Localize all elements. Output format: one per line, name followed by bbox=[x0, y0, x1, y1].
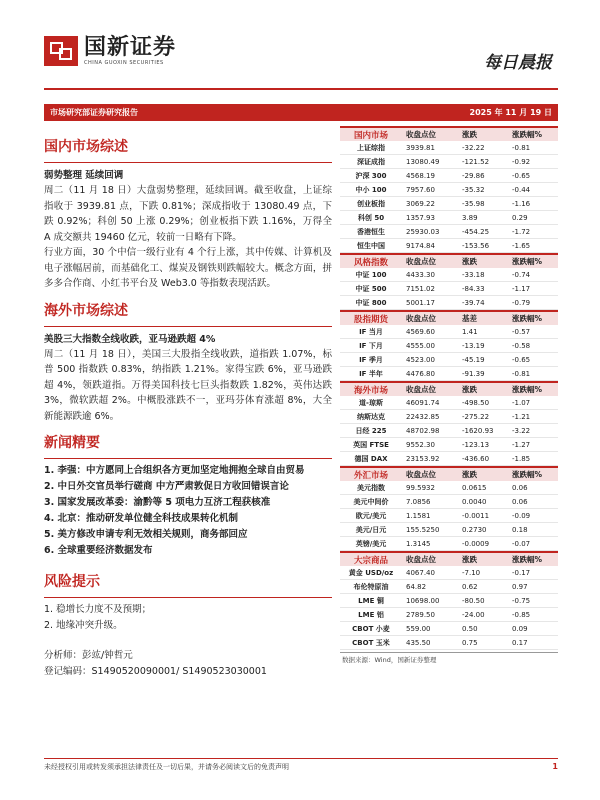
change-value: -33.18 bbox=[462, 270, 485, 279]
analyst-names: 分析师：彭竑/钟哲元 bbox=[44, 650, 133, 661]
analyst-info bbox=[44, 648, 332, 680]
change-value: -0.0009 bbox=[462, 539, 490, 548]
row-label: 美元指数 bbox=[357, 483, 385, 492]
overseas-paragraph: 周二（11 月 18 日），美国三大股指全线收跌，道指跌 1.07%，标普 500 指数跌 0.83%，纳指跌 1.21%。家得宝跌 6%，亚马逊跌超 4%，领跌道指。万得美国科技七巨头指数跌 1.82%，英伟达跌 3%，微软跌超 2%。中概股涨跌不一，亚玛芬体育涨超 8%，大全新能源跌逾 6%。 bbox=[44, 348, 332, 422]
risk-section-title: 风险提示 bbox=[44, 574, 100, 590]
close-value: 1357.93 bbox=[406, 213, 435, 222]
row-label: IF 当月 bbox=[359, 327, 383, 336]
close-value: 13080.49 bbox=[406, 157, 440, 166]
row-label: 香港恒生 bbox=[357, 227, 385, 236]
table-header bbox=[340, 381, 558, 396]
table-row bbox=[340, 296, 558, 310]
section-divider bbox=[44, 597, 332, 598]
section-divider bbox=[44, 326, 332, 327]
row-label: 欧元/美元 bbox=[355, 511, 387, 520]
row-label: LME 铜 bbox=[358, 596, 384, 605]
change-percent: -1.17 bbox=[512, 284, 531, 293]
row-label: 沪深 300 bbox=[355, 171, 387, 180]
table-category-title: 大宗商品 bbox=[353, 555, 388, 566]
close-value: 3069.22 bbox=[406, 199, 435, 208]
overseas-subtitle: 美股三大指数全线收跌，亚马逊跌超 4% bbox=[44, 333, 216, 345]
change-percent: 0.18 bbox=[512, 525, 528, 534]
news-item: 2. 中日外交官员举行磋商 中方严肃敦促日方收回错误言论 bbox=[44, 481, 289, 492]
row-label: 英镑/美元 bbox=[355, 539, 387, 548]
news-item: 4. 北京：推动研发单位健全科技成果转化机制 bbox=[44, 513, 239, 524]
change-percent: -0.09 bbox=[512, 511, 531, 520]
change-percent: -1.16 bbox=[512, 199, 531, 208]
column-header: 涨跌 bbox=[462, 257, 477, 266]
column-header: 涨跌幅% bbox=[512, 385, 543, 394]
page-header bbox=[0, 0, 600, 96]
change-percent: -0.57 bbox=[512, 327, 531, 336]
page-footer bbox=[44, 762, 558, 772]
column-header: 涨跌 bbox=[462, 555, 477, 564]
column-header: 涨跌 bbox=[462, 470, 477, 479]
change-percent: 0.97 bbox=[512, 582, 528, 591]
row-label: 科创 50 bbox=[357, 213, 385, 222]
row-label: 美元/日元 bbox=[355, 525, 387, 534]
close-value: 4569.60 bbox=[406, 327, 435, 336]
logo-chinese-name: 国新证券 bbox=[84, 35, 177, 60]
close-value: 4523.00 bbox=[406, 355, 435, 364]
market-data-tables bbox=[340, 126, 558, 664]
change-percent: -3.22 bbox=[512, 426, 531, 435]
change-value: -45.19 bbox=[462, 355, 485, 364]
market-table bbox=[340, 253, 558, 310]
table-row bbox=[340, 438, 558, 452]
table-row bbox=[340, 396, 558, 410]
risk-item: 2. 地缘冲突升级。 bbox=[44, 620, 123, 631]
row-label: 德国 DAX bbox=[354, 454, 388, 463]
row-label: CBOT 小麦 bbox=[352, 624, 390, 633]
analyst-registration: 登记编码：S1490520090001/ S1490523030001 bbox=[44, 666, 267, 677]
row-label: 英国 FTSE bbox=[353, 440, 389, 449]
row-label: IF 下月 bbox=[359, 341, 383, 350]
section-divider bbox=[44, 162, 332, 163]
change-value: -35.32 bbox=[462, 185, 485, 194]
close-value: 4433.30 bbox=[406, 270, 435, 279]
change-value: -153.56 bbox=[462, 241, 490, 250]
close-value: 22432.85 bbox=[406, 412, 440, 421]
column-header: 涨跌幅% bbox=[512, 314, 543, 323]
change-value: -7.10 bbox=[462, 568, 481, 577]
domestic-paragraph-1: 周二（11 月 18 日）大盘弱势整理，延续回调。截至收盘，上证综指收于 3939.81 点，下跌 0.81%；深成指收于 13080.49 点，下跌 0.92%；科创 50 上涨 0.29%；创业板指下跌 1.16%，万得全 A 成交额共 19460 亿元，较前一日略有下降。 bbox=[44, 185, 332, 243]
change-percent: 0.17 bbox=[512, 638, 528, 647]
close-value: 7957.60 bbox=[406, 185, 435, 194]
table-row bbox=[340, 608, 558, 622]
row-label: 深证成指 bbox=[357, 157, 385, 166]
domestic-subtitle: 弱势整理 延续回调 bbox=[44, 170, 124, 181]
logo-english-name: CHINA GUOXIN SECURITIES bbox=[84, 60, 164, 66]
change-value: 0.2730 bbox=[462, 525, 487, 534]
change-percent: 0.29 bbox=[512, 213, 528, 222]
risk-list bbox=[44, 602, 332, 634]
table-row bbox=[340, 481, 558, 495]
row-label: LME 铝 bbox=[358, 610, 384, 619]
column-header: 收盘点位 bbox=[406, 470, 436, 479]
table-row bbox=[340, 537, 558, 551]
market-table bbox=[340, 126, 558, 253]
column-header: 涨跌幅% bbox=[512, 130, 543, 139]
table-row bbox=[340, 239, 558, 253]
change-percent: -0.65 bbox=[512, 171, 531, 180]
change-value: -29.86 bbox=[462, 171, 485, 180]
row-label: 美元中间价 bbox=[353, 497, 389, 506]
document-title: 每日晨报 bbox=[484, 53, 552, 73]
table-row bbox=[340, 594, 558, 608]
table-category-title: 海外市场 bbox=[353, 385, 388, 396]
table-row bbox=[340, 282, 558, 296]
row-label: 上证综指 bbox=[357, 143, 385, 152]
report-department: 市场研究部证券研究报告 bbox=[50, 108, 138, 117]
row-label: 中小 100 bbox=[355, 185, 387, 194]
table-row bbox=[340, 141, 558, 155]
change-percent: -0.85 bbox=[512, 610, 531, 619]
section-divider bbox=[44, 458, 332, 459]
change-value: -84.33 bbox=[462, 284, 485, 293]
table-row bbox=[340, 225, 558, 239]
change-percent: -1.27 bbox=[512, 440, 531, 449]
table-row bbox=[340, 268, 558, 282]
close-value: 4067.40 bbox=[406, 568, 435, 577]
report-date: 2025 年 11 月 19 日 bbox=[469, 108, 552, 117]
news-item: 3. 国家发展改革委：渝黔等 5 项电力互济工程获核准 bbox=[44, 497, 271, 508]
close-value: 4568.19 bbox=[406, 171, 435, 180]
change-percent: -0.74 bbox=[512, 270, 531, 279]
change-percent: -0.17 bbox=[512, 568, 531, 577]
row-label: 道-琼斯 bbox=[359, 398, 383, 407]
close-value: 1.3145 bbox=[406, 539, 431, 548]
close-value: 7.0856 bbox=[406, 497, 431, 506]
close-value: 559.00 bbox=[406, 624, 431, 633]
change-percent: -0.92 bbox=[512, 157, 531, 166]
column-header: 收盘点位 bbox=[406, 555, 436, 564]
row-label: 中证 100 bbox=[355, 270, 387, 279]
row-label: 日经 225 bbox=[355, 426, 387, 435]
row-label: 布伦特原油 bbox=[353, 582, 389, 591]
close-value: 435.50 bbox=[406, 638, 431, 647]
table-row bbox=[340, 183, 558, 197]
table-row bbox=[340, 211, 558, 225]
change-value: -32.22 bbox=[462, 143, 485, 152]
row-label: 中证 800 bbox=[355, 298, 387, 307]
column-header: 收盘点位 bbox=[406, 257, 436, 266]
table-header bbox=[340, 310, 558, 325]
change-value: -121.52 bbox=[462, 157, 490, 166]
close-value: 48702.98 bbox=[406, 426, 440, 435]
close-value: 9174.84 bbox=[406, 241, 435, 250]
change-value: 0.62 bbox=[462, 582, 478, 591]
market-table bbox=[340, 381, 558, 466]
row-label: CBOT 玉米 bbox=[352, 638, 390, 647]
table-header bbox=[340, 466, 558, 481]
table-row bbox=[340, 169, 558, 183]
close-value: 23153.92 bbox=[406, 454, 440, 463]
change-percent: -0.79 bbox=[512, 298, 531, 307]
change-value: -0.0011 bbox=[462, 511, 490, 520]
row-label: IF 半年 bbox=[359, 369, 383, 378]
change-percent: -1.85 bbox=[512, 454, 531, 463]
table-category-title: 股指期货 bbox=[353, 314, 388, 325]
change-percent: -1.07 bbox=[512, 398, 531, 407]
table-row bbox=[340, 580, 558, 594]
market-table bbox=[340, 466, 558, 551]
table-category-title: 风格指数 bbox=[353, 257, 388, 268]
change-percent: -0.07 bbox=[512, 539, 531, 548]
table-header bbox=[340, 253, 558, 268]
overseas-section-title: 海外市场综述 bbox=[44, 302, 128, 319]
close-value: 155.5250 bbox=[406, 525, 440, 534]
change-percent: -1.65 bbox=[512, 241, 531, 250]
table-row bbox=[340, 636, 558, 650]
disclaimer-text: 未经授权引用或转发须承担法律责任及一切后果，并请务必阅读文后的免责声明 bbox=[44, 763, 289, 771]
table-row bbox=[340, 353, 558, 367]
change-value: -39.74 bbox=[462, 298, 485, 307]
change-percent: -0.58 bbox=[512, 341, 531, 350]
table-row bbox=[340, 452, 558, 466]
table-row bbox=[340, 495, 558, 509]
row-label: 纳斯达克 bbox=[357, 412, 385, 421]
close-value: 7151.02 bbox=[406, 284, 435, 293]
table-row bbox=[340, 367, 558, 381]
footer-divider bbox=[44, 758, 558, 759]
change-value: -80.50 bbox=[462, 596, 485, 605]
close-value: 2789.50 bbox=[406, 610, 435, 619]
change-value: -436.60 bbox=[462, 454, 490, 463]
risk-item: 1. 稳增长力度不及预期； bbox=[44, 604, 152, 615]
close-value: 64.82 bbox=[406, 582, 427, 591]
table-category-title: 外汇市场 bbox=[353, 470, 388, 481]
data-source-note: 数据来源：Wind，国新证券整理 bbox=[340, 652, 558, 664]
news-item: 1. 李强：中方愿同上合组织各方更加坚定地拥抱全球自由贸易 bbox=[44, 465, 305, 476]
column-header: 收盘点位 bbox=[406, 130, 436, 139]
column-header: 收盘点位 bbox=[406, 385, 436, 394]
change-percent: -0.81 bbox=[512, 369, 531, 378]
close-value: 3939.81 bbox=[406, 143, 435, 152]
left-column bbox=[44, 128, 332, 680]
close-value: 99.5932 bbox=[406, 483, 435, 492]
change-percent: -1.72 bbox=[512, 227, 531, 236]
table-row bbox=[340, 410, 558, 424]
market-table bbox=[340, 551, 558, 650]
close-value: 4555.00 bbox=[406, 341, 435, 350]
table-row bbox=[340, 155, 558, 169]
news-item: 5. 美方修改申请专利无效相关规则，商务部回应 bbox=[44, 529, 248, 540]
domestic-paragraph-2: 行业方面，30 个中信一级行业有 4 个行上涨，其中传媒、计算机及电子涨幅居前，而基础化工、煤炭及钢铁则跌幅较大。概念方面，拼多多合作商、小红书平台及 Web3.0 等指数表现活跃。 bbox=[44, 247, 332, 289]
change-value: -91.39 bbox=[462, 369, 485, 378]
change-percent: 0.06 bbox=[512, 483, 528, 492]
news-item: 6. 全球重要经济数据发布 bbox=[44, 545, 153, 556]
column-header: 涨跌 bbox=[462, 130, 477, 139]
change-value: -123.13 bbox=[462, 440, 490, 449]
change-percent: -0.44 bbox=[512, 185, 531, 194]
change-value: -275.22 bbox=[462, 412, 490, 421]
column-header: 收盘点位 bbox=[406, 314, 436, 323]
logo-icon bbox=[44, 36, 78, 66]
close-value: 46091.74 bbox=[406, 398, 440, 407]
market-table bbox=[340, 310, 558, 381]
change-value: -454.25 bbox=[462, 227, 490, 236]
change-value: -13.19 bbox=[462, 341, 485, 350]
change-value: -498.50 bbox=[462, 398, 490, 407]
report-band bbox=[44, 104, 558, 121]
change-percent: -0.75 bbox=[512, 596, 531, 605]
change-percent: -1.21 bbox=[512, 412, 531, 421]
change-percent: -0.81 bbox=[512, 143, 531, 152]
row-label: 中证 500 bbox=[355, 284, 387, 293]
column-header: 基差 bbox=[462, 314, 477, 323]
change-value: -1620.93 bbox=[462, 426, 494, 435]
row-label: 创业板指 bbox=[357, 199, 385, 208]
table-row bbox=[340, 622, 558, 636]
table-row bbox=[340, 424, 558, 438]
table-row bbox=[340, 509, 558, 523]
change-value: 1.41 bbox=[462, 327, 478, 336]
change-value: -24.00 bbox=[462, 610, 485, 619]
column-header: 涨跌幅% bbox=[512, 470, 543, 479]
change-value: 0.0040 bbox=[462, 497, 487, 506]
close-value: 4476.80 bbox=[406, 369, 435, 378]
change-value: 0.75 bbox=[462, 638, 478, 647]
table-row bbox=[340, 566, 558, 580]
change-value: 0.0615 bbox=[462, 483, 487, 492]
row-label: 恒生中国 bbox=[357, 241, 385, 250]
change-value: -35.98 bbox=[462, 199, 485, 208]
close-value: 25930.03 bbox=[406, 227, 440, 236]
change-value: 3.89 bbox=[462, 213, 478, 222]
news-list bbox=[44, 463, 332, 559]
table-row bbox=[340, 197, 558, 211]
table-row bbox=[340, 339, 558, 353]
row-label: IF 季月 bbox=[359, 355, 383, 364]
change-value: 0.50 bbox=[462, 624, 478, 633]
column-header: 涨跌幅% bbox=[512, 257, 543, 266]
close-value: 1.1581 bbox=[406, 511, 431, 520]
header-divider bbox=[44, 88, 558, 90]
table-row bbox=[340, 523, 558, 537]
change-percent: -0.65 bbox=[512, 355, 531, 364]
change-percent: 0.06 bbox=[512, 497, 528, 506]
table-header bbox=[340, 551, 558, 566]
column-header: 涨跌 bbox=[462, 385, 477, 394]
page-number: 1 bbox=[552, 762, 558, 771]
company-logo bbox=[44, 36, 176, 66]
table-row bbox=[340, 325, 558, 339]
change-percent: 0.09 bbox=[512, 624, 528, 633]
domestic-section-title: 国内市场综述 bbox=[44, 139, 128, 155]
close-value: 9552.30 bbox=[406, 440, 435, 449]
news-section-title: 新闻精要 bbox=[44, 435, 100, 451]
close-value: 10698.00 bbox=[406, 596, 440, 605]
table-header bbox=[340, 126, 558, 141]
row-label: 黄金 USD/oz bbox=[348, 568, 394, 577]
table-category-title: 国内市场 bbox=[353, 130, 388, 141]
close-value: 5001.17 bbox=[406, 298, 435, 307]
column-header: 涨跌幅% bbox=[512, 555, 543, 564]
